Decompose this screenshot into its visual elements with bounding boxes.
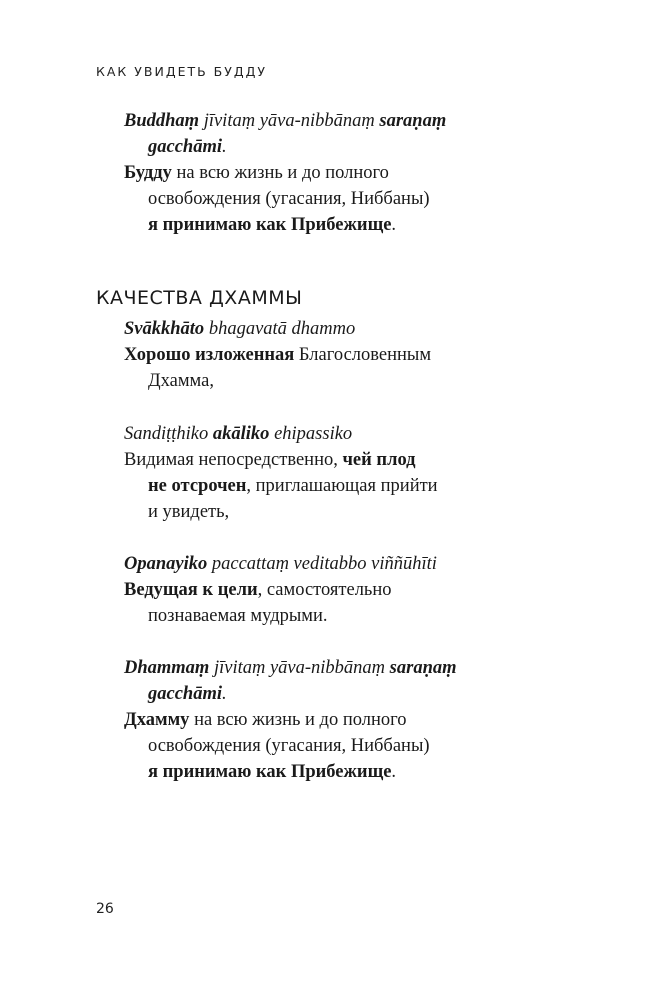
- pali-line: [124, 316, 514, 342]
- pali-keyword: Buddhaṃ: [124, 111, 200, 131]
- translation-text: .: [391, 215, 397, 235]
- pali-text: jīvitaṃ yāva-nibbānaṃ: [209, 658, 390, 678]
- section-heading: КАЧЕСТВА ДХАММЫ: [96, 287, 303, 309]
- translation-line: познаваемая мудрыми.: [148, 606, 328, 626]
- translation-line: [124, 473, 514, 499]
- translation-text: Видимая непосредственно,: [124, 450, 343, 470]
- translation-keyword: чей плод: [342, 450, 416, 470]
- translation-text: .: [391, 762, 397, 782]
- pali-keyword: saraṇaṃ: [379, 111, 447, 131]
- pali-text: jīvitaṃ yāva-nibbānaṃ: [199, 111, 380, 131]
- translation-keyword: Ведущая к цели: [124, 580, 258, 600]
- pali-keyword: saraṇaṃ: [389, 658, 457, 678]
- translation-line: освобождения (угасания, Ниббаны): [148, 736, 430, 756]
- pali-text: .: [222, 137, 227, 157]
- pali-keyword: Svākkhāto: [124, 319, 205, 339]
- pali-keyword: akāliko: [212, 424, 270, 444]
- pali-line: [124, 421, 514, 447]
- dhamma-quality-2: [124, 421, 514, 525]
- pali-keyword: gacchāmi: [148, 684, 222, 704]
- translation-text: , самостоятельно: [257, 580, 392, 600]
- translation-text: Благословенным: [294, 345, 432, 365]
- pali-text: Sandiṭṭhiko: [124, 424, 213, 444]
- pali-line: [124, 134, 514, 160]
- pali-line: [124, 551, 514, 577]
- translation-line: [124, 212, 514, 238]
- dhamma-quality-1: [124, 316, 514, 394]
- pali-keyword: gacchāmi: [148, 137, 222, 157]
- translation-line: освобождения (угасания, Ниббаны): [148, 189, 430, 209]
- translation-keyword: Хорошо изложенная: [124, 345, 295, 365]
- translation-keyword: Дхамму: [124, 710, 190, 730]
- pali-keyword: Opanayiko: [124, 554, 208, 574]
- translation-keyword: не отсрочен: [148, 476, 247, 496]
- dhamma-quality-3: [124, 551, 514, 629]
- translation-line: [124, 707, 514, 733]
- pali-line: [124, 655, 514, 681]
- translation-keyword: Будду: [124, 163, 172, 183]
- translation-line: [124, 447, 514, 473]
- translation-line: [124, 160, 514, 186]
- pali-text: bhagavatā dhammo: [204, 319, 356, 339]
- translation-keyword: я принимаю как Прибежище: [148, 762, 392, 782]
- translation-line: Дхамма,: [148, 371, 214, 391]
- pali-text: paccattaṃ veditabbo viññūhīti: [207, 554, 437, 574]
- translation-text: на всю жизнь и до полного: [171, 163, 389, 183]
- dhamma-refuge-verse: [124, 655, 514, 785]
- translation-text: на всю жизнь и до полного: [189, 710, 407, 730]
- buddha-refuge-verse: [124, 108, 514, 238]
- translation-line: и увидеть,: [148, 502, 230, 522]
- translation-keyword: я принимаю как Прибежище: [148, 215, 392, 235]
- pali-line: [124, 108, 514, 134]
- translation-line: [124, 342, 514, 368]
- pali-keyword: Dhammaṃ: [124, 658, 210, 678]
- translation-text: , приглашающая прийти: [246, 476, 438, 496]
- pali-text: ehipassiko: [269, 424, 353, 444]
- translation-line: [124, 759, 514, 785]
- running-head: КАК УВИДЕТЬ БУДДУ: [96, 64, 268, 79]
- translation-line: [124, 577, 514, 603]
- pali-text: .: [222, 684, 227, 704]
- pali-line: [124, 681, 514, 707]
- page-number: 26: [96, 901, 114, 917]
